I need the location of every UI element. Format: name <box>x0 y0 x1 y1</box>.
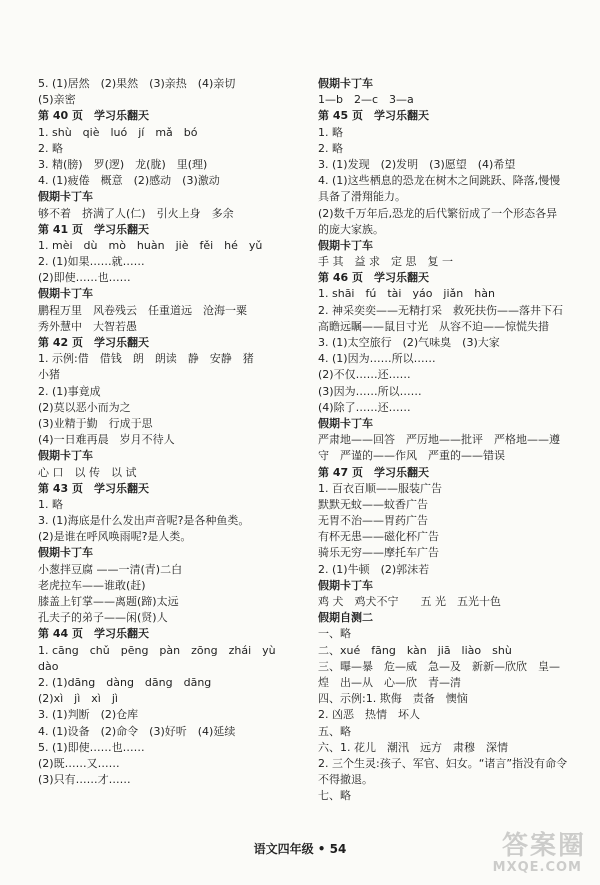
answer-line: 1. 示例:借 借钱 朗 朗读 静 安静 猪 <box>38 352 254 366</box>
answer-line: 煌 出—从 心—欣 青—清 <box>318 675 461 689</box>
answer-line: 2. (1)如果……就…… <box>38 255 145 269</box>
watermark-text: 答案圈 <box>501 831 586 861</box>
watermark-logo <box>468 825 586 875</box>
answer-line: 手 其 益 求 定 思 复 一 <box>318 255 453 269</box>
answer-line: 4. (1)疲倦 概意 (2)感动 (3)激动 <box>38 174 220 188</box>
answer-line: dào <box>38 659 59 673</box>
answer-line: 秀外慧中 大智若愚 <box>38 319 137 333</box>
answer-line: 具备了滑翔能力。 <box>318 190 406 204</box>
answer-line: 鸡 犬 鸡犬不宁 五 光 五光十色 <box>318 595 501 608</box>
answer-line: 2. 略 <box>318 141 343 155</box>
answer-line: 3. 精(膀) 罗(逻) 龙(胧) 里(理) <box>38 157 208 171</box>
page-footer: 语文四年级 • 54 <box>253 842 347 856</box>
answer-line: 第 45 页 学习乐翻天 <box>318 109 429 123</box>
answer-line: (2)即使……也…… <box>38 271 131 285</box>
answer-line: 四、示例:1. 欺侮 责备 懊恼 <box>318 692 468 706</box>
answer-line: (4)一日难再晨 岁月不待人 <box>38 433 175 447</box>
answer-line: 1. mèi dù mò huàn jiè fěi hé yǔ <box>38 238 263 252</box>
answer-line: 第 46 页 学习乐翻天 <box>318 271 429 285</box>
answer-line: 假期卡丁车 <box>318 238 373 252</box>
answer-line: 不得撤退。 <box>318 773 373 787</box>
answer-line: 4. (1)设备 (2)命令 (3)好听 (4)延续 <box>38 724 236 738</box>
answer-line: 1. shāi fú tài yáo jiǎn hàn <box>318 287 495 301</box>
answer-line: 默默无蚊——蚊香广告 <box>318 497 428 511</box>
answer-line: (2)数千万年后,恐龙的后代繁衍成了一个形态各异 <box>318 206 558 220</box>
answer-line: 第 42 页 学习乐翻天 <box>38 336 149 349</box>
answer-line: 2. 三个生灵:孩子、军官、妇女。“诸言”指没有命令 <box>318 756 568 770</box>
answer-line: 4. (1)这些栖息的恐龙在树木之间跳跃、降落,慢慢 <box>318 174 561 188</box>
answer-line: 1. 百衣百顺——服装广告 <box>318 481 442 495</box>
answer-line: 假期卡丁车 <box>38 546 93 560</box>
answer-line: 假期卡丁车 <box>318 77 373 90</box>
answer-line: 2. (1)牛顿 (2)郭沫若 <box>318 562 430 576</box>
answer-line: 2. (1)dāng dàng dāng dāng <box>38 675 212 689</box>
answer-line: 2. 凶恶 热情 坏人 <box>318 708 420 722</box>
answer-line: 第 43 页 学习乐翻天 <box>38 481 149 495</box>
answer-line: 够不着 挤满了人(仁) 引火上身 多余 <box>38 206 234 220</box>
answer-line: 的庞大家族。 <box>318 222 384 236</box>
answer-line: 3. (1)发现 (2)发明 (3)愿望 (4)希望 <box>318 157 516 171</box>
answer-line: 5. (1)居然 (2)果然 (3)亲热 (4)亲切 <box>38 77 236 90</box>
answer-line: 假期卡丁车 <box>38 287 93 301</box>
answer-line: 第 44 页 学习乐翻天 <box>38 627 149 641</box>
answer-line: 2. 略 <box>38 141 63 155</box>
answer-line: 1. cāng chǔ pēng pàn zōng zhái yù <box>38 643 276 657</box>
answer-line: 2. (1)事竟成 <box>38 384 101 398</box>
answer-line: 3. (1)海底是什么发出声音呢?是各种鱼类。 <box>38 514 250 528</box>
answer-line: 假期卡丁车 <box>318 416 373 430</box>
answer-line: 一、略 <box>318 627 351 641</box>
answer-line: 孔夫子的弟子——闲(贤)人 <box>38 611 168 625</box>
answer-line: 高瞻远瞩——鼠目寸光 从容不迫——惊慌失措 <box>318 319 549 333</box>
answer-line: 3. (1)太空旅行 (2)气味臭 (3)大家 <box>318 336 500 349</box>
answer-line: (2)是谁在呼风唤雨呢?是人类。 <box>38 530 192 544</box>
answer-line: (5)亲密 <box>38 93 76 107</box>
answer-line: 二、xué fāng kàn jiā liào shù <box>318 643 512 657</box>
answer-line: (3)因为……所以…… <box>318 384 422 398</box>
answer-line: 小猪 <box>38 368 60 382</box>
answer-line: (2)xì jì xì jì <box>38 692 118 706</box>
answer-line: 无胃不治——胃药广告 <box>318 514 428 528</box>
answer-line: 三、曝—暴 危—威 急—及 新新—欣欣 皇— <box>318 659 560 673</box>
answer-line: 假期卡丁车 <box>38 190 93 204</box>
answer-line: 严肃地——回答 严厉地——批评 严格地——遵 <box>318 433 560 447</box>
answer-line: 老虎拉车——谁敢(赶) <box>38 578 146 592</box>
answer-line: (2)既……又…… <box>38 756 120 770</box>
answer-line: (3)只有……才…… <box>38 773 131 787</box>
answer-line: 假期卡丁车 <box>38 449 93 463</box>
answer-line: 3. (1)判断 (2)仓库 <box>38 708 139 722</box>
answer-line: 七、略 <box>318 789 351 803</box>
answer-line: 1—b 2—c 3—a <box>318 93 414 107</box>
answer-line: 骑乐无穷——摩托车广告 <box>318 546 439 560</box>
answer-line: 第 40 页 学习乐翻天 <box>38 109 149 123</box>
answer-line: 六、1. 花儿 潮汛 远方 肃穆 深情 <box>318 740 508 754</box>
answer-line: 假期自测二 <box>318 611 373 625</box>
answer-line: 心 口 以 传 以 试 <box>38 465 137 479</box>
answer-line: (2)莫以恶小而为之 <box>38 400 131 414</box>
answer-line: 4. (1)因为……所以…… <box>318 352 436 366</box>
answer-line: (4)除了……还…… <box>318 400 411 414</box>
answer-line: (2)不仅……还…… <box>318 368 411 382</box>
answer-line: 1. shù qiè luó jí mǎ bó <box>38 125 198 139</box>
answer-line: (3)业精于勤 行成于思 <box>38 416 153 430</box>
answer-line: 第 47 页 学习乐翻天 <box>318 465 429 479</box>
answer-line: 2. 神采奕奕——无精打采 救死扶伤——落井下石 <box>318 303 563 317</box>
answer-line: 第 41 页 学习乐翻天 <box>38 222 149 236</box>
answer-line: 1. 略 <box>318 125 343 139</box>
answer-line: 小葱拌豆腐 ——一清(青)二白 <box>38 562 183 576</box>
right-column <box>318 76 580 804</box>
answer-line: 1. 略 <box>38 497 63 511</box>
answer-line: 守 严谨的——作风 严重的——错误 <box>318 449 505 463</box>
answer-line: 假期卡丁车 <box>318 578 373 592</box>
answer-line: 有杯无患——磁化杯广告 <box>318 530 439 544</box>
watermark-url: MXQE.COM <box>492 860 582 875</box>
answer-line: 5. (1)即使……也…… <box>38 740 145 754</box>
answer-line: 五、略 <box>318 724 351 738</box>
answer-line: 膝盖上钉掌——离题(蹄)太远 <box>38 595 179 608</box>
left-column <box>38 76 300 788</box>
answer-line: 鹏程万里 风卷残云 任重道远 沧海一粟 <box>38 303 247 317</box>
